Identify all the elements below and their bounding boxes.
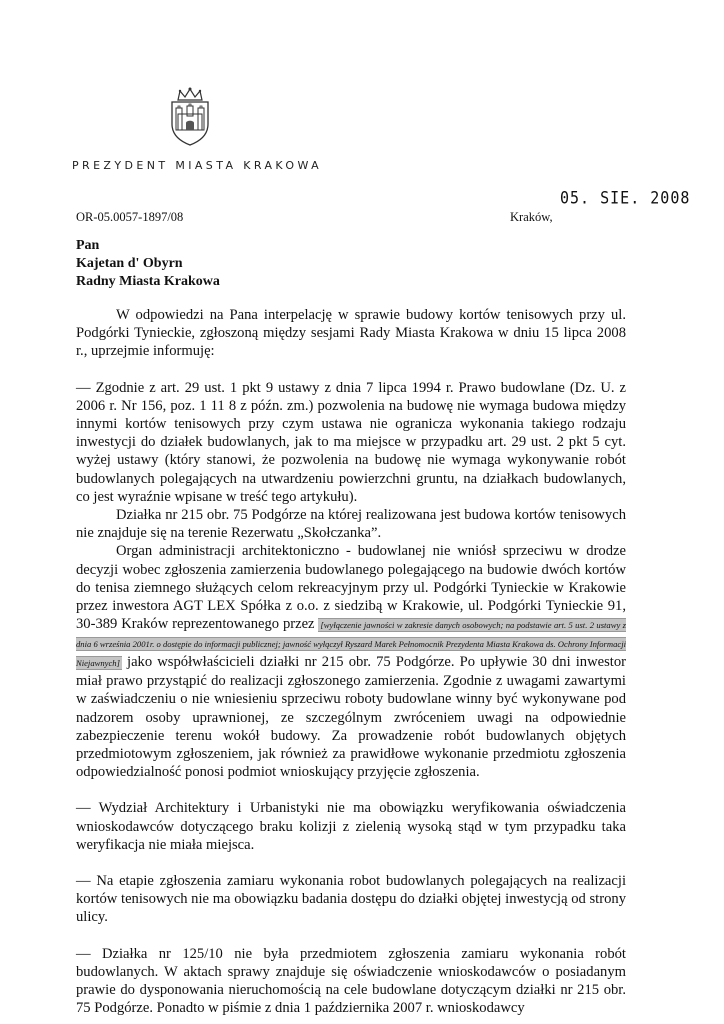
redaction-notice: [wyłączenie jawności w zakresie danych osobowych; na podstawie art. 5 ust. 2 ustawy z dnia 6 września 2001r. o dostępie do informacji publicznej; jawność wyłączył Ryszard Marek Pełnomocnik Prezydenta Miasta Krakowa ds. Ochrony Informacji Niejawnych]	[76, 620, 626, 669]
no-objection-text-start: Organ administracji architektoniczno - budowlanej nie wniósł sprzeciwu w drodze decyzji wobec zgłoszenia zamierzenia budowlanego polegającego na budowie dwóch kortów do tenisa ziemnego służących celom rekreacyjnym przy ul. Podgórki Tynieckie w Krakowie przez inwestora AGT LEX Spółka z o.o. z siedzibą w Krakowie, ul. Podgórki Tynieckie 91, 30-389 Kraków reprezentowanego przez	[76, 543, 626, 633]
paragraph-no-objection	[76, 542, 626, 781]
addressee-salutation: Pan	[76, 238, 100, 253]
paragraph-street-access: — Na etapie zgłoszenia zamiaru wykonania robot budowlanych polegających na realizacji kortów tenisowych nie ma obowiązku badania dostępu do działki objętej inwestycją od strony ulicy.	[76, 873, 626, 926]
paragraph-plot-125-10: — Działka nr 125/10 nie była przedmiotem zgłoszenia zamiaru wykonania robót budowlanych. W aktach sprawy znajduje się oświadczenie wnioskodawców o posiadanym prawie do dysponowania nieruchomością na cele budowlane dotyczącym działki nr 215 obr. 75 Podgórze. Ponadto w piśmie z dnia 1 października 2007 r. wnioskodawcy	[76, 945, 626, 1017]
letterhead-org-name: PREZYDENT MIASTA KRAKOWA	[72, 159, 323, 172]
paragraph-plot-215: Działka nr 215 obr. 75 Podgórze na której realizowana jest budowa kortów tenisowych nie znajduje się na terenie Rezerwatu „Skołczanka”.	[76, 507, 626, 542]
date-stamp: 05. SIE. 2008	[560, 188, 691, 208]
paragraph-greenery: — Wydział Architektury i Urbanistyki nie ma obowiązku weryfikowania oświadczenia wnioskodawców dotyczącego braku kolizji z zielenią wysoką stąd w tym przypadku taka weryfikacja nie miała miejsca.	[76, 800, 626, 853]
intro-paragraph: W odpowiedzi na Pana interpelację w sprawie budowy kortów tenisowych przy ul. Podgórki Tynieckie, zgłoszoną między sesjami Rady Miasta Krakowa w dniu 15 lipca 2008 r., uprzejmie informuję:	[76, 307, 626, 360]
city-line: Kraków,	[510, 210, 553, 224]
addressee-title: Radny Miasta Krakowa	[76, 274, 220, 289]
letter-body	[76, 306, 626, 1018]
reference-number: OR-05.0057-1897/08	[76, 210, 184, 224]
krakow-coat-of-arms-icon	[164, 86, 216, 146]
addressee-name: Kajetan d' Obyrn	[76, 256, 183, 271]
paragraph-building-law: — Zgodnie z art. 29 ust. 1 pkt 9 ustawy z dnia 7 lipca 1994 r. Prawo budowlane (Dz. U. z 2006 r. Nr 156, poz. 1 11 8 z późn. zm.) pozwolenia na budowę nie wymaga budowa między innymi kortów tenisowych przy czym ustawa nie ogranicza wykonania takiego rodzaju inwestycji do działek budowlanych, jak to ma miejsce w przypadku art. 29 ust. 2 pkt 5 cyt. wyżej ustawy (który stanowi, że pozwolenia na budowę nie wymaga wykonywanie robót budowlanych polegających na utwardzeniu powierzchni gruntu, na działkach budowlanych, co jest wyraźnie wpisane w treść tego artykułu).	[76, 379, 626, 505]
no-objection-text-end: jako współwłaścicieli działki nr 215 obr. 75 Podgórze. Po upływie 30 dni inwestor miał prawo przystąpić do realizacji zgłoszonego zamierzenia. Zgodnie z uwagami zawartymi w zaświadczeniu o nie wniesieniu sprzeciwu roboty budowlane winny być wykonywane pod nadzorem osoby uprawnionej, ze szczególnym zwróceniem uwagi na odpowiednie zabezpieczenie terenu wokół budowy. Za prowadzenie robót budowlanych objętych przedmiotowym zgłoszeniem, jak również za prawidłowe wykonanie przedmiotu zgłoszenia odpowiedzialność ponosi podmiot wnioskujący przyjęcie zgłoszenia.	[76, 654, 626, 781]
